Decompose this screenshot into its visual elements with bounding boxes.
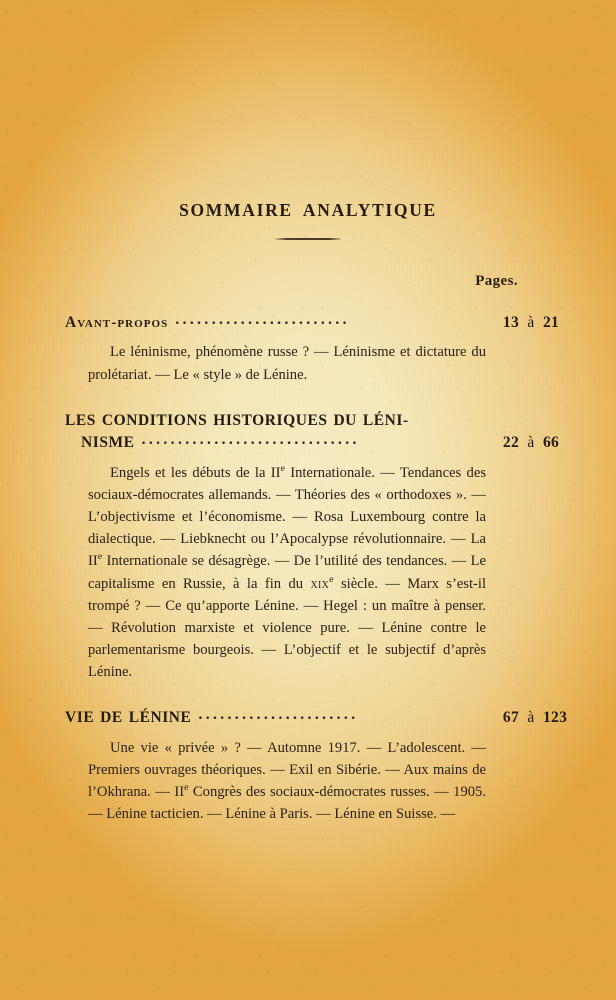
toc-entry-description [0,462,616,684]
toc-entry-page-range [498,432,582,454]
toc-entry-description [0,737,616,826]
description-segment: Congrès des sociaux-démocrates russes. — 1905. — Lénine tacticien. — Lénine à Paris. — Lénine en Suisse. — [88,784,487,823]
toc-entry-vie-de-lenine [0,707,616,825]
toc-entry-label-line1: LES CONDITIONS HISTORIQUES DU LÉNI- [65,411,409,429]
toc-entry-avant-propos [0,312,616,386]
page-separator: à [527,434,535,452]
toc-entry-description: Le léninisme, phénomène russe ? — Léninisme et dictature du prolétariat. — Le « style » de Lénine. [88,344,486,383]
toc-entry-label-line2: NISME [81,434,135,452]
page-from: 67 [502,709,519,727]
dot-leader: .............................. [141,431,360,449]
description-segment: Internationale se désagrège. — De l’utilité des tendances. — Le capitalisme en Russie, à la fin du [88,553,486,592]
page-to: 21 [543,314,560,331]
toc-entry-heading[interactable] [0,410,616,455]
description-segment: siècle. — Marx s’est-il trompé ? — Ce qu’apporte Lénine. — Hegel : un maître à penser. — Révolution marxiste et violence pure. — Lénine contre le parlementarisme bourgeois. — L’objectif et le subjectif d’après Lénine. [88,575,487,681]
description-segment: Une vie « privée » ? — Automne 1917. — L’adolescent. — Premiers ouvrages théoriques. — Exil en Sibérie. — Aux mains de l’Okhrana. — II [88,739,486,801]
toc-entry-heading[interactable] [0,707,616,729]
toc-entry-conditions-historiques [0,410,616,684]
century-smallcaps: xix [310,575,330,592]
toc-entry-heading[interactable] [0,312,616,334]
description-segment: Engels et les débuts de la II [110,464,281,481]
page-from: 22 [502,434,519,452]
title-divider-rule [275,238,341,240]
ordinal-suffix: e [329,573,334,585]
toc-entry-label: Avant-propos [65,314,169,331]
page-from: 13 [502,314,519,331]
toc-entry-label: VIE DE LÉNINE [65,709,192,727]
page-to: 123 [543,709,568,727]
ordinal-suffix: e [280,462,285,474]
ordinal-suffix: e [97,551,103,563]
page-separator: à [527,709,535,727]
description-segment: Internationale. — Tendances des sociaux-démocrates allemands. — Théories des « orthodoxes ». — L’objectivisme et l’économisme. — Rosa Luxembourg contre la dialectique. — Liebknecht ou l’Apocalypse révolutionnaire. — La II [88,464,487,570]
pages-column-header: Pages. [475,273,518,289]
page-title: SOMMAIRE ANALYTIQUE [179,200,437,220]
toc-entry-page-range [498,312,582,334]
ordinal-suffix: e [184,782,189,794]
page-to: 66 [543,434,560,452]
toc-entry-label-line2-row [0,432,616,454]
dot-leader: ........................ [175,311,350,328]
page-separator: à [527,314,535,331]
toc-entry-page-range [498,707,582,729]
dot-leader: ...................... [198,706,359,724]
